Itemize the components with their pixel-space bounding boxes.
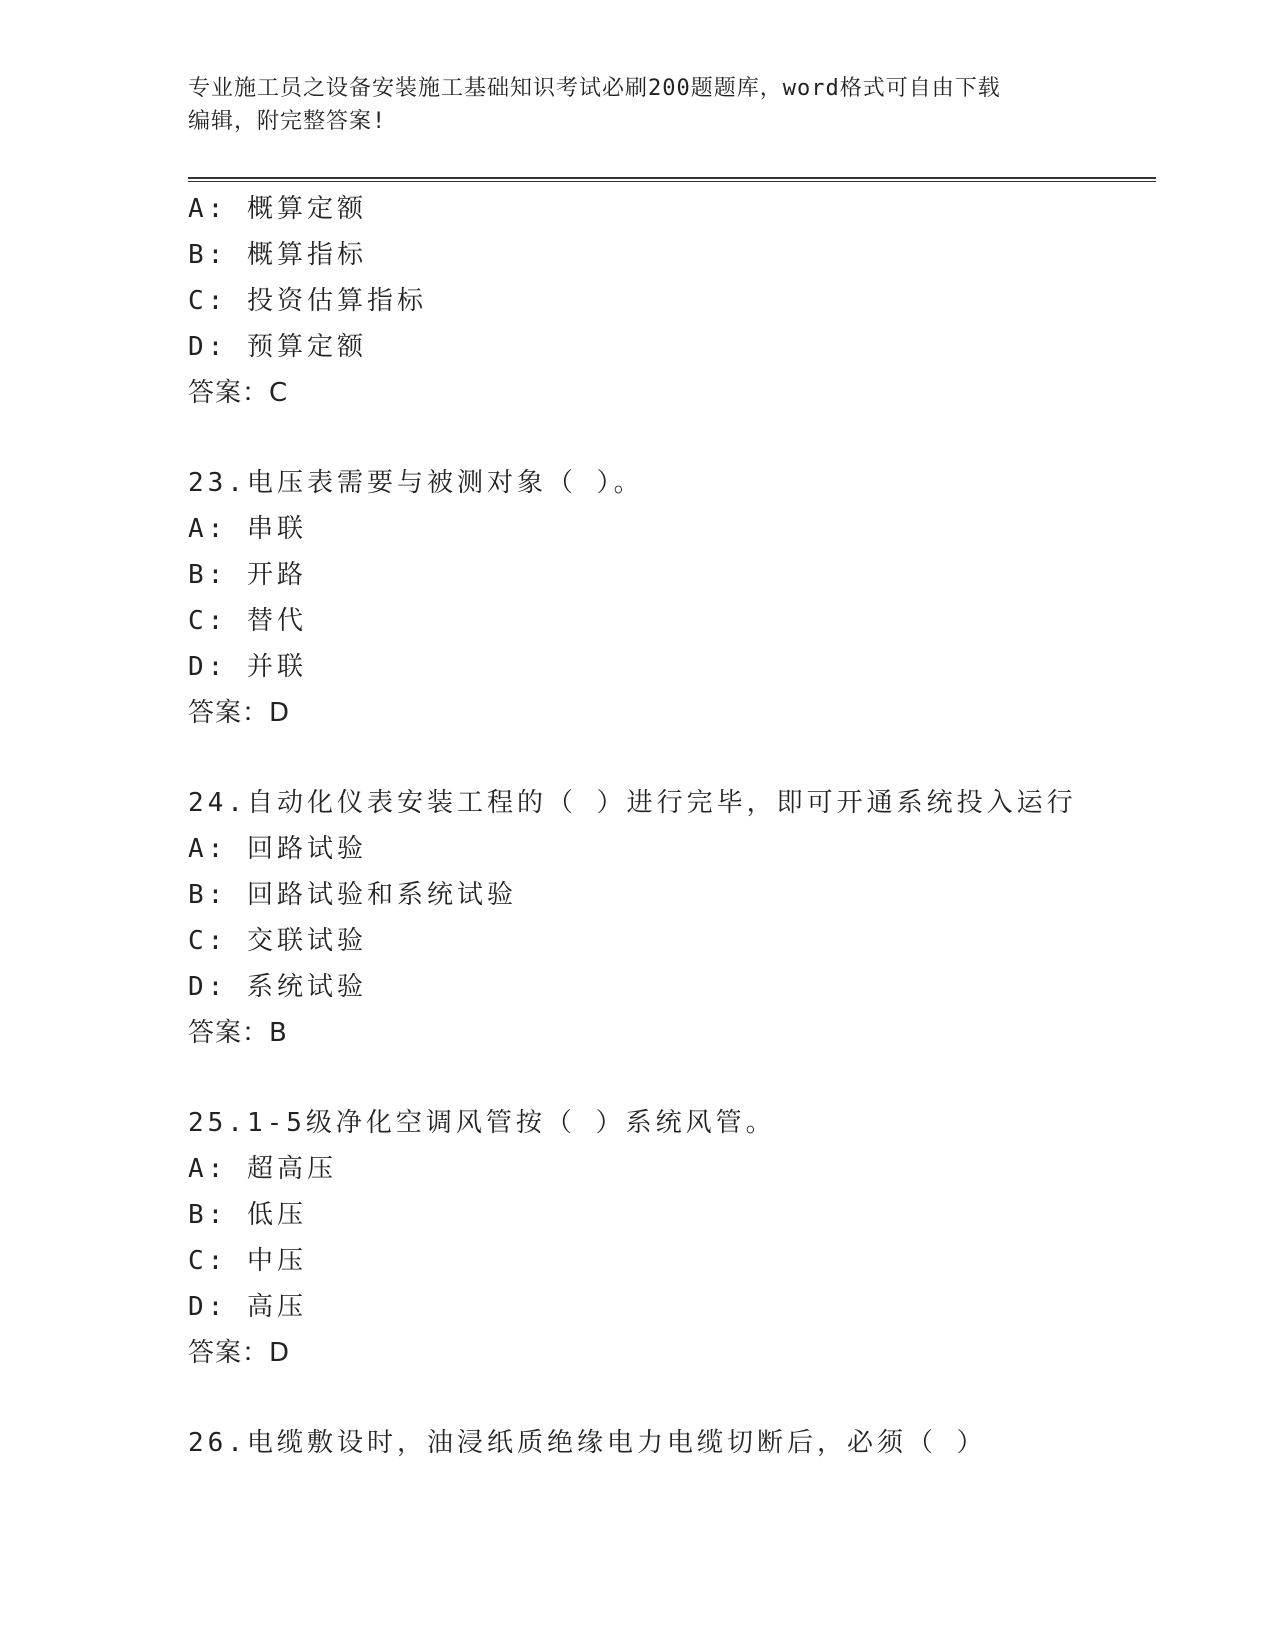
answer-line: 答案：D (188, 698, 291, 728)
option-d: D: 高压 (188, 1292, 307, 1322)
header-divider (188, 177, 1156, 182)
option-a: A: 超高压 (188, 1154, 337, 1184)
question-block-26 (188, 1420, 1148, 1466)
question-block-24 (188, 780, 1148, 1056)
header-title-line-2: 编辑，附完整答案! (188, 109, 387, 134)
question-text: 25.1-5级净化空调风管按（ ）系统风管。 (188, 1108, 776, 1138)
question-list (188, 186, 1148, 1466)
option-b: B: 概算指标 (188, 240, 367, 270)
option-a: A: 概算定额 (188, 194, 367, 224)
answer-line: 答案：C (188, 378, 289, 408)
question-text: 23.电压表需要与被测对象（ ）。 (188, 468, 644, 498)
question-text: 24.自动化仪表安装工程的（ ）进行完毕，即可开通系统投入运行 (188, 788, 1077, 818)
question-block-25 (188, 1100, 1148, 1376)
question-text: 26.电缆敷设时，油浸纸质绝缘电力电缆切断后，必须（ ） (188, 1428, 987, 1458)
option-a: A: 串联 (188, 514, 307, 544)
option-d: D: 并联 (188, 652, 307, 682)
option-c: C: 交联试验 (188, 926, 367, 956)
option-b: B: 低压 (188, 1200, 307, 1230)
answer-line: 答案：B (188, 1018, 288, 1048)
option-d: D: 预算定额 (188, 332, 367, 362)
answer-line: 答案：D (188, 1338, 291, 1368)
option-d: D: 系统试验 (188, 972, 367, 1002)
question-block-23 (188, 460, 1148, 736)
option-c: C: 中压 (188, 1246, 307, 1276)
option-c: C: 投资估算指标 (188, 286, 427, 316)
option-c: C: 替代 (188, 606, 307, 636)
question-block-22 (188, 186, 1148, 416)
header-title-line-1: 专业施工员之设备安装施工基础知识考试必刷200题题库，word格式可自由下载 (188, 76, 1001, 101)
option-b: B: 回路试验和系统试验 (188, 880, 517, 910)
option-b: B: 开路 (188, 560, 307, 590)
option-a: A: 回路试验 (188, 834, 367, 864)
document-header (188, 72, 1088, 138)
